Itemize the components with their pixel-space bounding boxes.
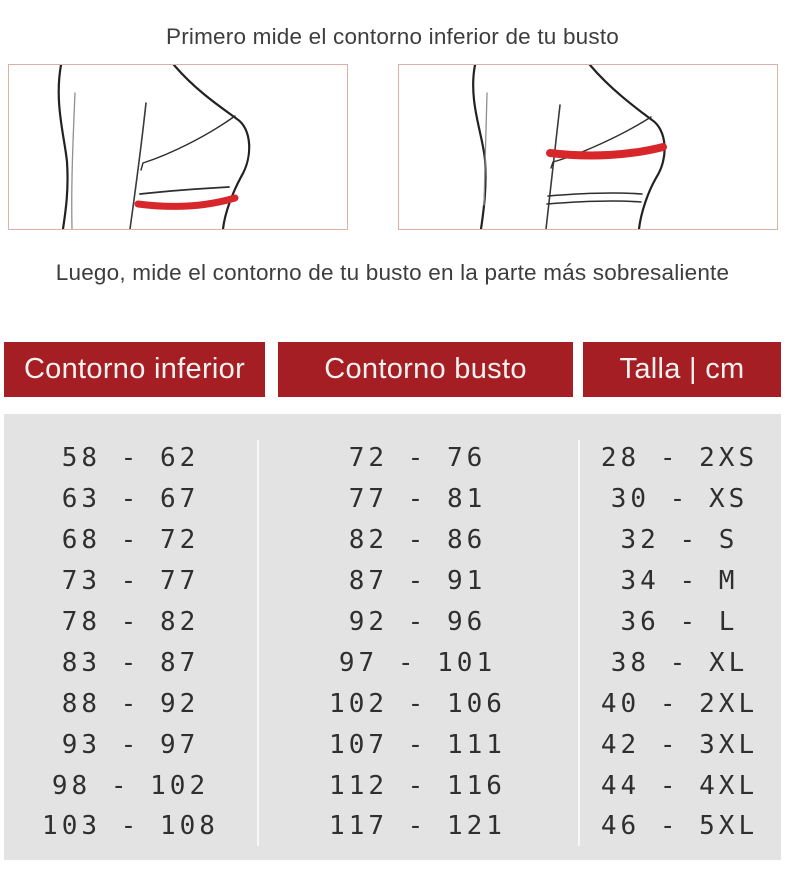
cell-contorno-inferior: 73 - 77 [61,566,200,597]
bra-edge-line [141,116,235,170]
cell-talla: 44 - 4XL [600,770,759,801]
table-row [4,561,781,602]
cell-contorno-busto: 97 - 101 [338,647,497,678]
torso-underbust-illustration [9,65,347,229]
inner-back-line [72,93,75,229]
cell-contorno-inferior: 78 - 82 [61,607,200,637]
table-row [4,765,781,806]
cell-talla: 40 - 2XL [600,688,759,719]
cell-talla: 30 - XS [610,484,749,515]
instruction-step2: Luego, mide el contorno de tu busto en la parte más sobresaliente [55,260,730,285]
front-edge-line [130,103,146,229]
measuring-tape-band [138,198,235,206]
bust-measurement-diagram [398,64,778,230]
underbust-line [140,187,229,194]
table-row [4,602,781,643]
column-header-talla-cm: Talla | cm [583,342,781,397]
measuring-tape-band [550,147,663,155]
cell-contorno-inferior: 63 - 67 [61,484,200,515]
underband-line-bottom [547,201,641,204]
table-row [4,724,781,765]
size-table-header-row [4,342,781,397]
cell-talla: 34 - M [620,566,739,597]
cell-talla: 36 - L [620,607,739,637]
size-table-body [4,414,781,860]
table-row [4,683,781,724]
cell-talla: 28 - 2XS [600,443,759,474]
front-edge-line [546,105,560,229]
cell-contorno-inferior: 68 - 72 [61,525,200,556]
column-header-contorno-busto: Contorno busto [278,342,573,397]
table-row [4,520,781,561]
table-row [4,479,781,520]
cell-contorno-busto: 112 - 116 [329,770,506,801]
column-divider-1 [257,440,259,846]
cell-talla: 46 - 5XL [600,811,759,842]
cell-contorno-busto: 117 - 121 [329,811,506,842]
cell-contorno-busto: 72 - 76 [348,443,487,474]
torso-bust-illustration [399,65,777,229]
cell-contorno-inferior: 58 - 62 [61,443,200,474]
underbust-measurement-diagram [8,64,348,230]
column-header-contorno-inferior: Contorno inferior [4,342,265,397]
cell-contorno-inferior: 93 - 97 [61,729,200,760]
cell-contorno-inferior: 103 - 108 [42,811,219,842]
cell-contorno-busto: 92 - 96 [348,607,487,637]
cell-contorno-busto: 107 - 111 [329,729,506,760]
cell-contorno-busto: 87 - 91 [348,566,487,597]
bra-edge-line [551,117,651,168]
cell-contorno-busto: 102 - 106 [329,688,506,719]
cell-contorno-busto: 77 - 81 [348,484,487,515]
cell-contorno-inferior: 83 - 87 [61,647,200,678]
cell-contorno-inferior: 98 - 102 [51,770,210,801]
cell-talla: 32 - S [620,525,739,556]
table-row [4,438,781,479]
underband-line-top [548,193,642,196]
back-contour-line [59,65,68,229]
instruction-step1: Primero mide el contorno inferior de tu busto [166,24,619,49]
table-row [4,806,781,847]
cell-contorno-inferior: 88 - 92 [61,688,200,719]
table-row [4,642,781,683]
column-divider-2 [578,440,580,846]
cell-contorno-busto: 82 - 86 [348,525,487,556]
cell-talla: 38 - XL [610,647,749,678]
cell-talla: 42 - 3XL [600,729,759,760]
